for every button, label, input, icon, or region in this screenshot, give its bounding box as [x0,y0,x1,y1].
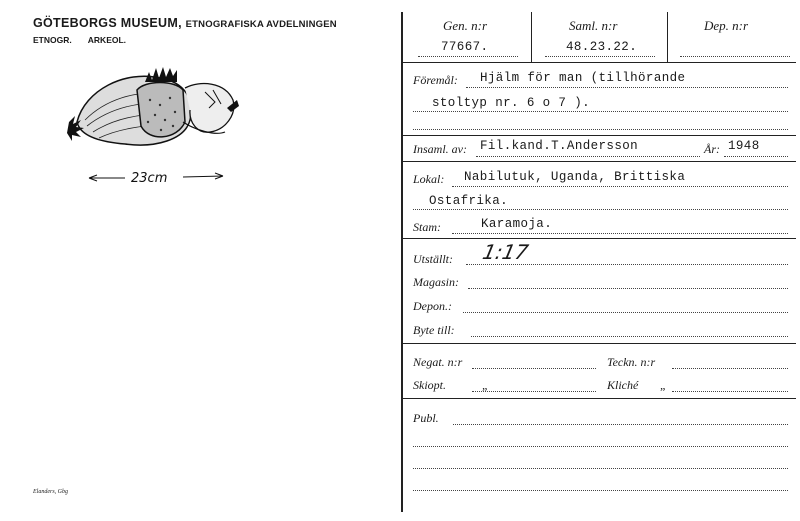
stam-dots [452,233,788,234]
negat-dots [472,368,596,369]
foremal-line1: Hjälm för man (tillhörande [480,71,686,85]
teckn-dots [672,368,788,369]
department-name: ETNOGRAFISKA AVDELNINGEN [185,19,337,30]
scale-note: 23cm [131,171,168,186]
rule-after-insaml [401,161,796,162]
utstallt-label: Utställt: [413,252,454,266]
kliche-dots [672,391,788,392]
header-divider-1 [531,12,532,62]
ar-label: År: [704,142,720,156]
skiopt-dots [472,391,596,392]
foremal-dots-2 [413,111,788,112]
byte-label: Byte till: [413,323,455,337]
insaml-dots [476,156,700,157]
skiopt-ditto: „ [482,378,489,392]
saml-label: Saml. n:r [569,18,618,33]
rule-after-foremal [401,135,796,136]
lokal-label: Lokal: [413,172,445,186]
publ-dots-1 [453,424,788,425]
magasin-label: Magasin: [413,275,459,289]
depon-label: Depon.: [413,299,452,313]
helmet-sketch [65,60,265,190]
dep-value-dots [680,56,790,57]
stam-label: Stam: [413,220,441,234]
publ-dots-4 [413,490,788,491]
rule-after-skiopt [401,398,796,399]
arkeol-label: ARKEOL. [87,35,127,45]
rule-after-byte [401,343,796,344]
dep-label: Dep. n:r [704,18,749,33]
foremal-dots-3 [413,129,788,130]
saml-value: 48.23.22. [566,40,638,54]
lokal-dots-2 [413,209,788,210]
negat-label: Negat. n:r [413,355,463,369]
kliche-ditto: „ [660,378,667,392]
header-bottom-rule [401,62,796,63]
utstallt-dots [466,264,788,265]
etnogr-label: ETNOGR. [33,35,72,45]
header-divider-2 [667,12,668,62]
department-subheader [33,35,126,45]
lokal-dots-1 [452,186,788,187]
foremal-line2: stoltyp nr. 6 o 7 ). [432,96,591,110]
gen-value: 77667. [441,40,489,54]
teckn-label: Teckn. n:r [607,355,656,369]
publ-dots-2 [413,446,788,447]
insaml-label: Insaml. av: [413,142,467,156]
lokal-line1: Nabilutuk, Uganda, Brittiska [464,170,686,184]
insaml-value: Fil.kand.T.Andersson [480,139,639,153]
lokal-line2: Ostafrika. [429,194,509,208]
magasin-dots [468,288,788,289]
ar-value: 1948 [728,139,760,153]
depon-dots [463,312,788,313]
skiopt-label: Skiopt. [413,378,446,392]
saml-value-dots [545,56,655,57]
foremal-dots-1 [466,87,788,88]
stam-value: Karamoja. [481,217,553,231]
rule-after-stam [401,238,796,239]
kliche-label: Kliché [607,378,639,392]
ar-dots [724,156,788,157]
museum-header [33,16,337,30]
gen-label: Gen. n:r [443,18,488,33]
museum-name: GÖTEBORGS MUSEUM, [33,16,182,30]
foremal-label: Föremål: [413,73,458,87]
publ-label: Publ. [413,411,439,425]
byte-dots [471,336,788,337]
printer-mark: Elanders, Gbg [33,489,68,495]
utstallt-value: 1:17 [480,240,531,264]
publ-dots-3 [413,468,788,469]
card-left-border [401,12,403,512]
gen-value-dots [418,56,518,57]
